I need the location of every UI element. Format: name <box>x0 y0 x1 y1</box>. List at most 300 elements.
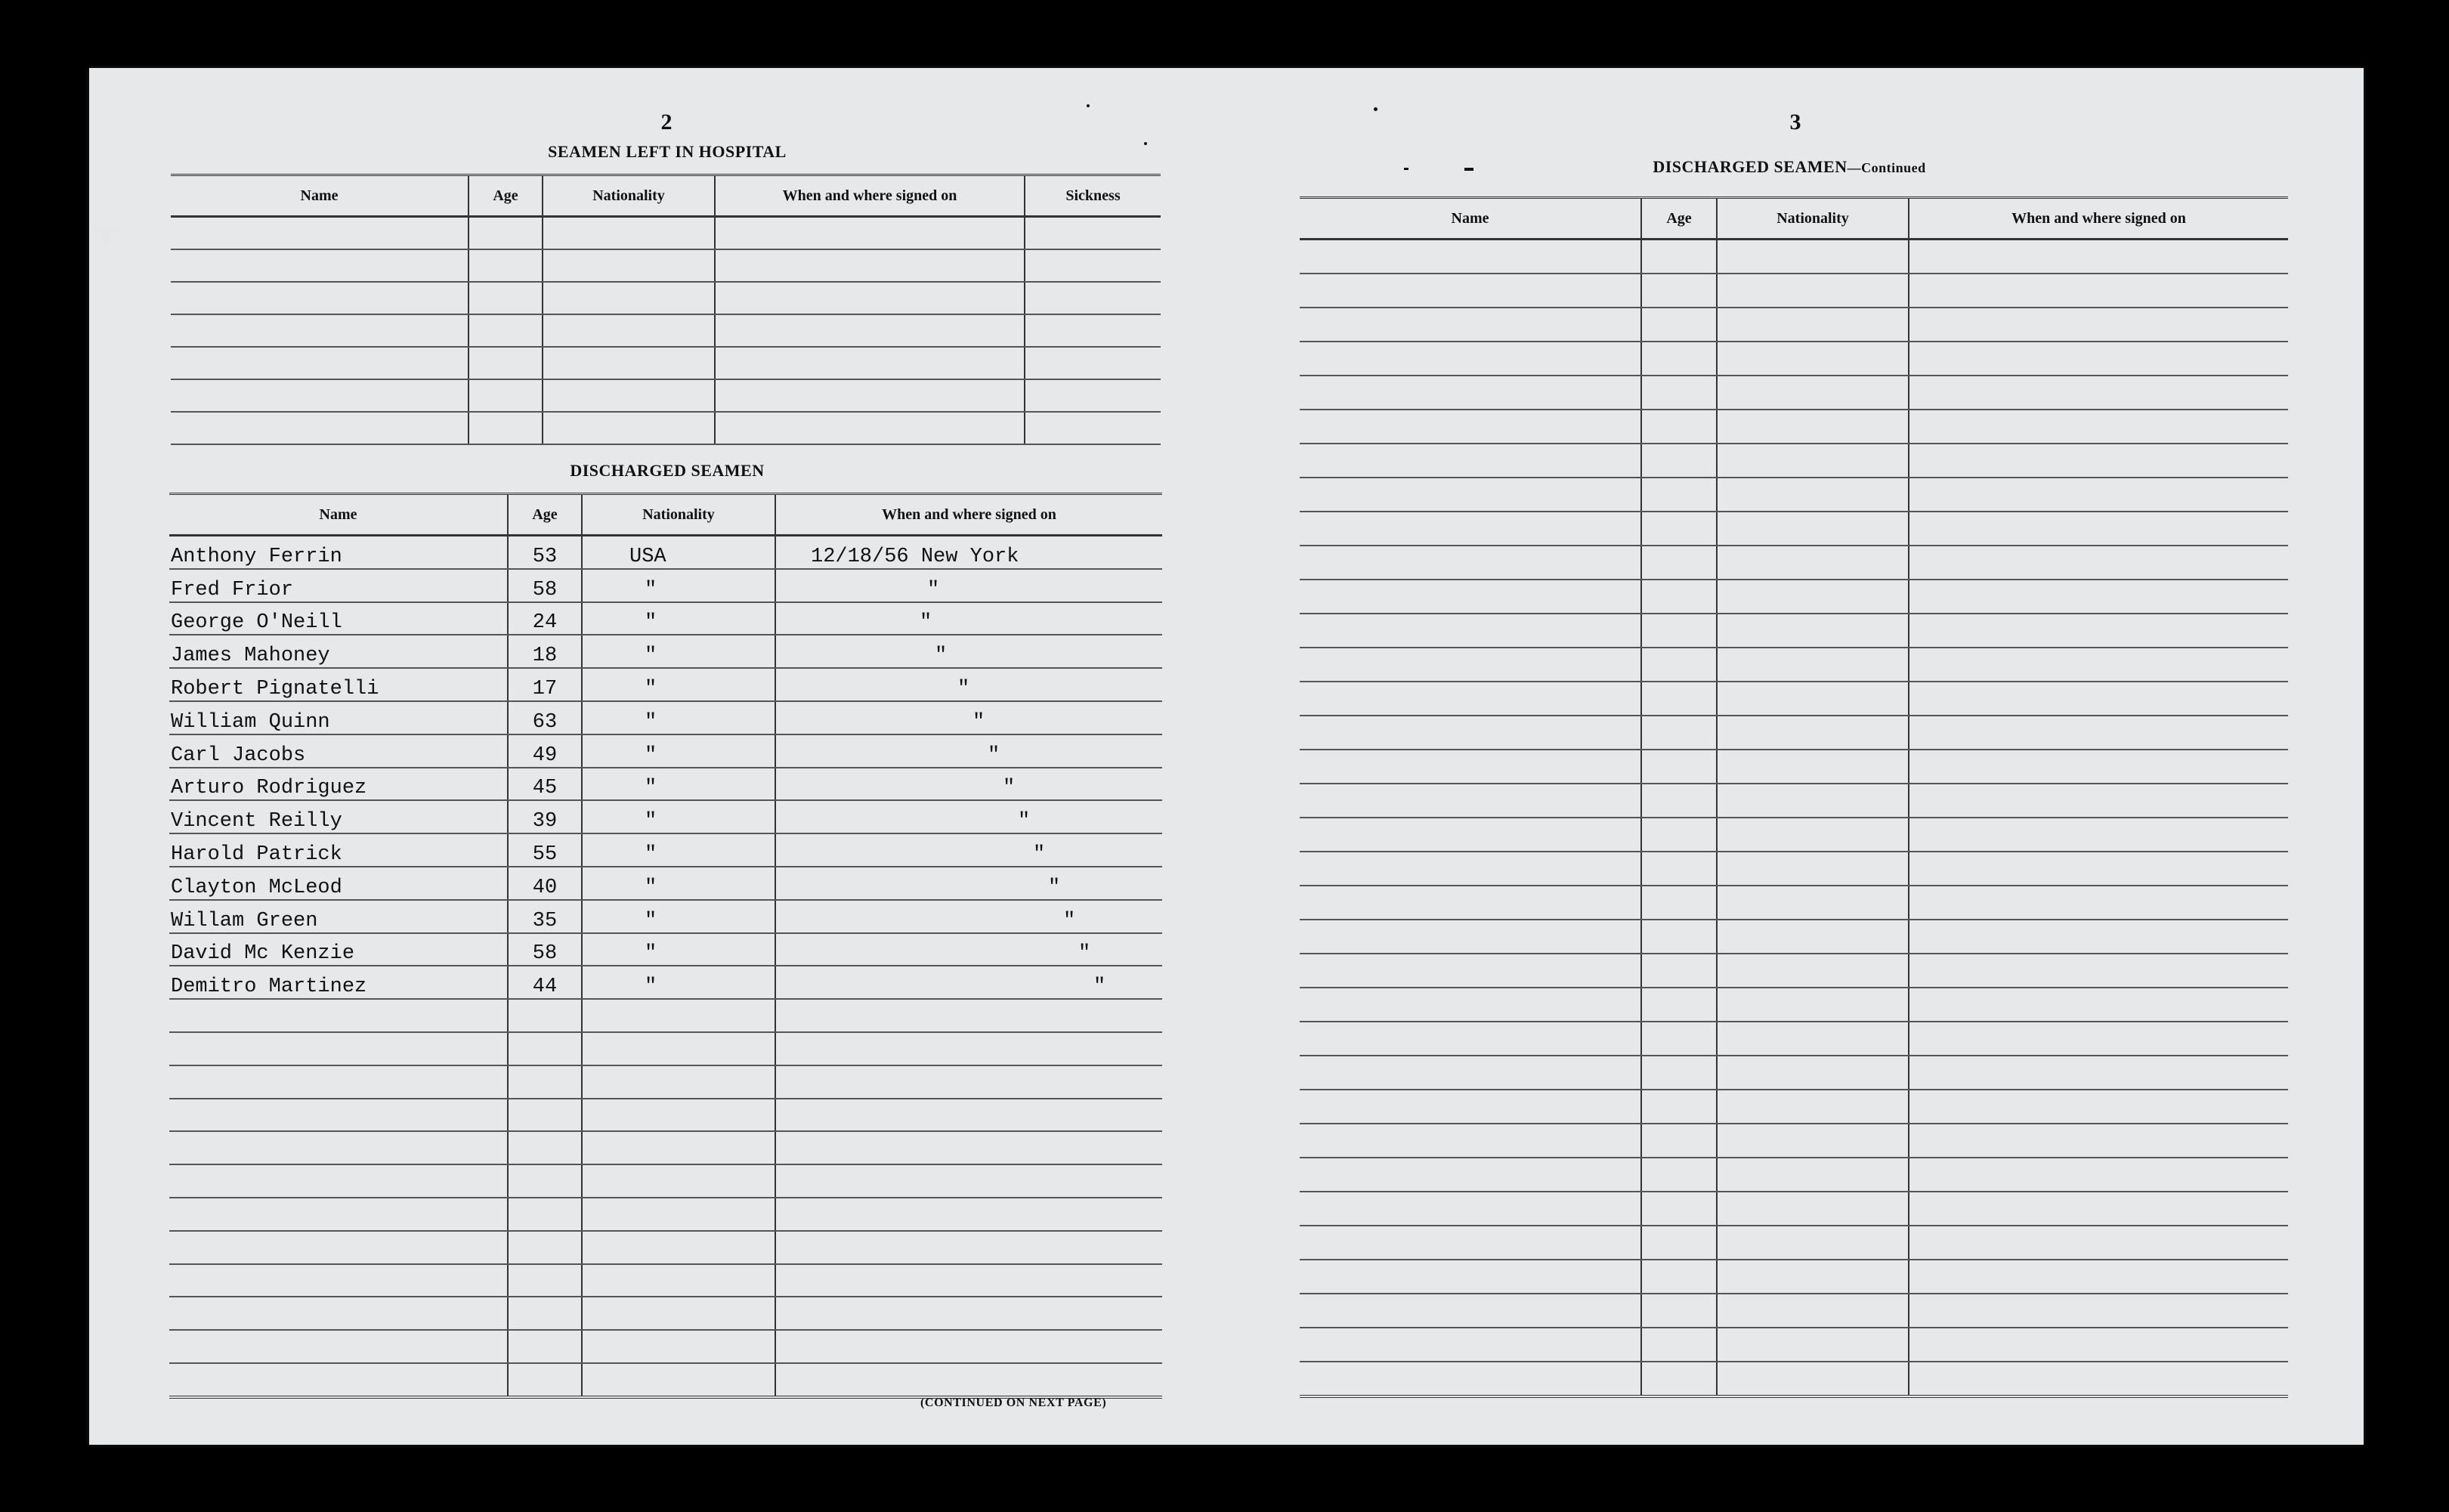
continued-blank-cell <box>1300 1362 1641 1396</box>
hospital-blank-cell <box>715 379 1025 412</box>
continued-blank-row <box>1300 546 2288 580</box>
continued-blank-cell <box>1717 716 1909 750</box>
continued-blank-row <box>1300 1022 2288 1056</box>
scan-speck <box>1464 168 1473 171</box>
discharged-blank-cell <box>169 1330 508 1363</box>
discharged-blank-cell <box>582 1164 775 1198</box>
discharged-signed-on-cell: 12/18/56 New York <box>775 536 1162 569</box>
continued-blank-cell <box>1641 1226 1717 1260</box>
continued-blank-cell <box>1300 410 1641 444</box>
continued-blank-cell <box>1717 818 1909 852</box>
continued-blank-cell <box>1717 1090 1909 1124</box>
discharged-blank-cell <box>775 1330 1162 1363</box>
continued-blank-cell <box>1717 750 1909 784</box>
discharged-row <box>169 833 1162 867</box>
hospital-blank-cell <box>543 379 715 412</box>
continued-blank-cell <box>1641 1192 1717 1226</box>
hospital-blank-cell <box>468 314 543 347</box>
discharged-blank-cell <box>508 1099 582 1132</box>
discharged-blank-cell <box>582 1330 775 1363</box>
continued-blank-row <box>1300 512 2288 546</box>
continued-blank-cell <box>1909 1328 2288 1362</box>
hospital-blank-row <box>171 412 1161 444</box>
continued-blank-cell <box>1909 648 2288 682</box>
discharged-name-cell: Harold Patrick <box>169 833 508 867</box>
continued-blank-cell <box>1717 512 1909 546</box>
ledger-sheet <box>89 68 2364 1445</box>
discharged-blank-row <box>169 1264 1162 1297</box>
discharged-row <box>169 800 1162 833</box>
hospital-header-nationality: Nationality <box>543 175 715 217</box>
continued-blank-cell <box>1717 580 1909 614</box>
discharged-age-cell: 39 <box>508 800 582 833</box>
continued-blank-row <box>1300 920 2288 954</box>
discharged-signed-on-cell: " <box>775 867 1162 900</box>
discharged-age-cell: 40 <box>508 867 582 900</box>
hospital-blank-cell <box>468 412 543 444</box>
continued-header-age: Age <box>1641 198 1717 240</box>
continued-blank-cell <box>1300 750 1641 784</box>
discharged-blank-cell <box>169 1032 508 1065</box>
continued-blank-cell <box>1300 444 1641 478</box>
continued-blank-row <box>1300 580 2288 614</box>
continued-title-main: DISCHARGED SEAMEN <box>1653 157 1848 176</box>
discharged-blank-cell <box>169 1099 508 1132</box>
continued-blank-cell <box>1717 342 1909 376</box>
continued-blank-cell <box>1641 1090 1717 1124</box>
continued-blank-cell <box>1641 954 1717 988</box>
discharged-row <box>169 569 1162 602</box>
discharged-age-cell: 53 <box>508 536 582 569</box>
discharged-blank-cell <box>582 1131 775 1164</box>
discharged-blank-cell <box>775 1099 1162 1132</box>
hospital-blank-cell <box>1025 412 1161 444</box>
continued-blank-cell <box>1909 1362 2288 1396</box>
continued-blank-cell <box>1641 648 1717 682</box>
discharged-blank-cell <box>582 1198 775 1231</box>
continued-blank-cell <box>1641 716 1717 750</box>
hospital-blank-cell <box>715 217 1025 250</box>
continued-blank-cell <box>1300 1022 1641 1056</box>
hospital-blank-cell <box>1025 347 1161 379</box>
discharged-name-cell: James Mahoney <box>169 635 508 668</box>
discharged-blank-row <box>169 1164 1162 1198</box>
continued-blank-cell <box>1909 852 2288 886</box>
hospital-header-sickness: Sickness <box>1025 175 1161 217</box>
discharged-blank-cell <box>169 1131 508 1164</box>
continued-blank-cell <box>1909 614 2288 648</box>
continued-blank-row <box>1300 648 2288 682</box>
discharged-row <box>169 536 1162 569</box>
discharged-nationality-cell: " <box>582 602 775 635</box>
discharged-header-nationality: Nationality <box>582 494 775 536</box>
continued-blank-cell <box>1300 1226 1641 1260</box>
continued-blank-cell <box>1909 1294 2288 1328</box>
discharged-nationality-cell: " <box>582 701 775 734</box>
discharged-blank-cell <box>169 1198 508 1231</box>
discharged-blank-cell <box>775 1231 1162 1264</box>
hospital-blank-cell <box>468 249 543 282</box>
continued-blank-cell <box>1641 376 1717 410</box>
hospital-blank-cell <box>543 249 715 282</box>
continued-blank-row <box>1300 342 2288 376</box>
discharged-blank-cell <box>582 1231 775 1264</box>
continued-blank-row <box>1300 682 2288 716</box>
continued-blank-row <box>1300 478 2288 512</box>
discharged-blank-row <box>169 1363 1162 1397</box>
hospital-blank-cell <box>715 412 1025 444</box>
continued-blank-row <box>1300 1056 2288 1090</box>
discharged-age-cell: 17 <box>508 668 582 701</box>
continued-blank-cell <box>1641 852 1717 886</box>
hospital-blank-cell <box>1025 217 1161 250</box>
continued-blank-cell <box>1717 886 1909 920</box>
continued-blank-cell <box>1717 478 1909 512</box>
discharged-blank-row <box>169 1099 1162 1132</box>
continued-blank-cell <box>1717 1022 1909 1056</box>
continued-blank-cell <box>1300 1056 1641 1090</box>
continued-blank-cell <box>1909 512 2288 546</box>
continued-blank-row <box>1300 1124 2288 1158</box>
hospital-blank-cell <box>543 217 715 250</box>
continued-blank-row <box>1300 1192 2288 1226</box>
discharged-age-cell: 45 <box>508 768 582 801</box>
discharged-name-cell: George O'Neill <box>169 602 508 635</box>
hospital-blank-cell <box>1025 282 1161 314</box>
continued-blank-cell <box>1641 1124 1717 1158</box>
discharged-row <box>169 867 1162 900</box>
discharged-row <box>169 900 1162 933</box>
continued-blank-cell <box>1909 1158 2288 1192</box>
continued-blank-cell <box>1909 886 2288 920</box>
discharged-row <box>169 933 1162 966</box>
discharged-nationality-cell: " <box>582 734 775 768</box>
discharged-blank-cell <box>508 1330 582 1363</box>
continued-blank-cell <box>1717 852 1909 886</box>
continued-blank-cell <box>1300 580 1641 614</box>
discharged-name-cell: Carl Jacobs <box>169 734 508 768</box>
continued-blank-cell <box>1641 410 1717 444</box>
hospital-blank-cell <box>715 314 1025 347</box>
discharged-blank-cell <box>775 1363 1162 1397</box>
discharged-row <box>169 768 1162 801</box>
continued-blank-cell <box>1300 546 1641 580</box>
hospital-blank-cell <box>171 412 468 444</box>
hospital-blank-cell <box>468 347 543 379</box>
continued-blank-cell <box>1717 682 1909 716</box>
continued-blank-row <box>1300 852 2288 886</box>
continued-blank-cell <box>1909 240 2288 274</box>
continued-blank-cell <box>1300 1090 1641 1124</box>
continued-blank-cell <box>1717 1294 1909 1328</box>
continued-blank-cell <box>1909 546 2288 580</box>
continued-blank-row <box>1300 1226 2288 1260</box>
hospital-blank-cell <box>543 314 715 347</box>
continued-blank-cell <box>1717 410 1909 444</box>
continued-blank-cell <box>1717 1226 1909 1260</box>
continued-blank-row <box>1300 444 2288 478</box>
discharged-signed-on-cell: " <box>775 668 1162 701</box>
discharged-age-cell: 49 <box>508 734 582 768</box>
discharged-name-cell: Willam Green <box>169 900 508 933</box>
continued-blank-cell <box>1641 750 1717 784</box>
discharged-blank-row <box>169 1198 1162 1231</box>
continued-blank-cell <box>1909 342 2288 376</box>
continued-blank-cell <box>1641 1260 1717 1294</box>
discharged-name-cell: Fred Frior <box>169 569 508 602</box>
hospital-blank-row <box>171 347 1161 379</box>
hospital-header-age: Age <box>468 175 543 217</box>
discharged-name-cell: Clayton McLeod <box>169 867 508 900</box>
continued-blank-cell <box>1300 512 1641 546</box>
discharged-age-cell: 35 <box>508 900 582 933</box>
discharged-blank-cell <box>582 1264 775 1297</box>
discharged-age-cell: 55 <box>508 833 582 867</box>
hospital-blank-cell <box>468 282 543 314</box>
discharged-nationality-cell: " <box>582 867 775 900</box>
discharged-blank-row <box>169 1032 1162 1065</box>
discharged-blank-row <box>169 1065 1162 1099</box>
continued-blank-row <box>1300 376 2288 410</box>
continued-blank-cell <box>1641 546 1717 580</box>
continued-blank-cell <box>1641 886 1717 920</box>
discharged-blank-cell <box>169 1065 508 1099</box>
discharged-row <box>169 966 1162 999</box>
continued-blank-cell <box>1641 1022 1717 1056</box>
discharged-age-cell: 58 <box>508 933 582 966</box>
continued-blank-row <box>1300 1158 2288 1192</box>
continued-blank-cell <box>1641 444 1717 478</box>
discharged-age-cell: 63 <box>508 701 582 734</box>
continued-blank-cell <box>1641 1158 1717 1192</box>
discharged-blank-row <box>169 1330 1162 1363</box>
discharged-signed-on-cell: " <box>775 734 1162 768</box>
continued-blank-cell <box>1717 444 1909 478</box>
continued-blank-cell <box>1641 308 1717 342</box>
continued-blank-cell <box>1300 920 1641 954</box>
hospital-blank-row <box>171 314 1161 347</box>
discharged-blank-cell <box>508 1164 582 1198</box>
continued-blank-row <box>1300 1294 2288 1328</box>
discharged-row <box>169 602 1162 635</box>
continued-blank-row <box>1300 988 2288 1022</box>
discharged-blank-cell <box>775 1032 1162 1065</box>
hospital-blank-cell <box>171 282 468 314</box>
continued-blank-cell <box>1300 240 1641 274</box>
discharged-row <box>169 734 1162 768</box>
continued-table <box>1300 196 2288 1398</box>
discharged-name-cell: Anthony Ferrin <box>169 536 508 569</box>
continued-blank-cell <box>1300 478 1641 512</box>
hospital-blank-cell <box>715 249 1025 282</box>
hospital-blank-row <box>171 282 1161 314</box>
discharged-name-cell: Robert Pignatelli <box>169 668 508 701</box>
discharged-blank-cell <box>775 1198 1162 1231</box>
continued-blank-cell <box>1641 274 1717 308</box>
discharged-signed-on-cell: " <box>775 635 1162 668</box>
discharged-header-age: Age <box>508 494 582 536</box>
discharged-section-title: DISCHARGED SEAMEN <box>570 461 765 480</box>
continued-blank-cell <box>1717 240 1909 274</box>
continued-blank-cell <box>1909 1192 2288 1226</box>
continued-blank-cell <box>1641 342 1717 376</box>
hospital-blank-cell <box>543 347 715 379</box>
edge-mark <box>103 227 109 243</box>
discharged-blank-cell <box>582 1032 775 1065</box>
continued-blank-cell <box>1909 274 2288 308</box>
continued-blank-cell <box>1641 682 1717 716</box>
hospital-header-name: Name <box>171 175 468 217</box>
discharged-nationality-cell: " <box>582 900 775 933</box>
discharged-blank-cell <box>508 1264 582 1297</box>
continued-blank-cell <box>1300 818 1641 852</box>
discharged-blank-row <box>169 1231 1162 1264</box>
discharged-blank-cell <box>169 1164 508 1198</box>
continued-blank-cell <box>1909 478 2288 512</box>
continued-section-title <box>1525 157 2054 177</box>
continued-header-name: Name <box>1300 198 1641 240</box>
hospital-blank-cell <box>1025 379 1161 412</box>
continued-blank-cell <box>1717 1056 1909 1090</box>
discharged-blank-cell <box>775 1264 1162 1297</box>
continued-blank-cell <box>1300 682 1641 716</box>
continued-blank-row <box>1300 818 2288 852</box>
discharged-age-cell: 18 <box>508 635 582 668</box>
continued-blank-row <box>1300 784 2288 818</box>
right-page-number: 3 <box>1789 110 1801 135</box>
discharged-age-cell: 24 <box>508 602 582 635</box>
discharged-header-name: Name <box>169 494 508 536</box>
continued-blank-cell <box>1909 410 2288 444</box>
discharged-signed-on-cell: " <box>775 833 1162 867</box>
discharged-blank-cell <box>582 1363 775 1397</box>
continued-blank-cell <box>1641 1362 1717 1396</box>
continued-blank-cell <box>1909 682 2288 716</box>
hospital-blank-cell <box>171 249 468 282</box>
continued-title-suffix: —Continued <box>1847 160 1926 175</box>
discharged-age-cell: 58 <box>508 569 582 602</box>
hospital-blank-cell <box>171 379 468 412</box>
discharged-blank-cell <box>582 1099 775 1132</box>
continued-blank-cell <box>1909 1090 2288 1124</box>
discharged-row <box>169 668 1162 701</box>
continued-blank-cell <box>1300 342 1641 376</box>
hospital-blank-cell <box>1025 249 1161 282</box>
discharged-signed-on-cell: " <box>775 768 1162 801</box>
discharged-blank-cell <box>775 1131 1162 1164</box>
continued-blank-cell <box>1909 954 2288 988</box>
continued-note: (CONTINUED ON NEXT PAGE) <box>920 1396 1107 1409</box>
continued-blank-cell <box>1909 308 2288 342</box>
discharged-blank-cell <box>508 1032 582 1065</box>
hospital-header-when-and-where-signed-on: When and where signed on <box>715 175 1025 217</box>
continued-blank-cell <box>1909 444 2288 478</box>
discharged-blank-cell <box>508 999 582 1032</box>
discharged-blank-cell <box>582 999 775 1032</box>
hospital-blank-row <box>171 249 1161 282</box>
hospital-blank-row <box>171 379 1161 412</box>
hospital-table <box>171 174 1161 445</box>
continued-blank-cell <box>1300 308 1641 342</box>
continued-blank-cell <box>1717 784 1909 818</box>
discharged-signed-on-cell: " <box>775 602 1162 635</box>
continued-header-when-and-where-signed-on: When and where signed on <box>1909 198 2288 240</box>
continued-blank-row <box>1300 886 2288 920</box>
continued-blank-cell <box>1909 784 2288 818</box>
continued-blank-cell <box>1641 920 1717 954</box>
continued-blank-cell <box>1641 988 1717 1022</box>
hospital-blank-cell <box>468 217 543 250</box>
hospital-blank-cell <box>715 282 1025 314</box>
continued-blank-row <box>1300 240 2288 274</box>
continued-blank-cell <box>1641 240 1717 274</box>
continued-blank-cell <box>1300 886 1641 920</box>
discharged-age-cell: 44 <box>508 966 582 999</box>
continued-blank-row <box>1300 716 2288 750</box>
discharged-nationality-cell: USA <box>582 536 775 569</box>
discharged-blank-cell <box>508 1231 582 1264</box>
continued-blank-cell <box>1300 716 1641 750</box>
discharged-blank-cell <box>508 1131 582 1164</box>
continued-blank-cell <box>1300 648 1641 682</box>
continued-blank-row <box>1300 308 2288 342</box>
discharged-row <box>169 701 1162 734</box>
continued-blank-cell <box>1300 1124 1641 1158</box>
discharged-blank-cell <box>775 1065 1162 1099</box>
discharged-signed-on-cell: " <box>775 701 1162 734</box>
discharged-blank-cell <box>508 1065 582 1099</box>
continued-blank-cell <box>1717 274 1909 308</box>
hospital-blank-cell <box>715 347 1025 379</box>
discharged-name-cell: Arturo Rodriguez <box>169 768 508 801</box>
continued-blank-cell <box>1717 954 1909 988</box>
discharged-row <box>169 635 1162 668</box>
continued-blank-cell <box>1641 1294 1717 1328</box>
discharged-blank-row <box>169 1297 1162 1330</box>
continued-blank-cell <box>1909 1022 2288 1056</box>
continued-blank-cell <box>1717 920 1909 954</box>
discharged-blank-cell <box>775 1164 1162 1198</box>
continued-blank-row <box>1300 410 2288 444</box>
discharged-blank-cell <box>508 1363 582 1397</box>
discharged-blank-cell <box>775 999 1162 1032</box>
continued-blank-row <box>1300 614 2288 648</box>
continued-blank-cell <box>1717 1158 1909 1192</box>
continued-blank-cell <box>1717 546 1909 580</box>
continued-blank-cell <box>1909 750 2288 784</box>
continued-blank-cell <box>1717 376 1909 410</box>
continued-blank-cell <box>1717 308 1909 342</box>
discharged-nationality-cell: " <box>582 668 775 701</box>
hospital-section-title: SEAMEN LEFT IN HOSPITAL <box>548 142 787 161</box>
discharged-blank-cell <box>169 999 508 1032</box>
discharged-blank-cell <box>775 1297 1162 1330</box>
continued-blank-cell <box>1909 376 2288 410</box>
continued-blank-cell <box>1300 614 1641 648</box>
hospital-blank-row <box>171 217 1161 250</box>
continued-blank-row <box>1300 1260 2288 1294</box>
continued-blank-cell <box>1909 988 2288 1022</box>
continued-header-nationality: Nationality <box>1717 198 1909 240</box>
discharged-blank-cell <box>169 1363 508 1397</box>
continued-blank-cell <box>1641 1056 1717 1090</box>
continued-blank-cell <box>1717 1124 1909 1158</box>
continued-blank-row <box>1300 954 2288 988</box>
discharged-blank-cell <box>582 1297 775 1330</box>
continued-blank-cell <box>1909 580 2288 614</box>
hospital-blank-cell <box>171 314 468 347</box>
scan-speck <box>1144 142 1147 145</box>
